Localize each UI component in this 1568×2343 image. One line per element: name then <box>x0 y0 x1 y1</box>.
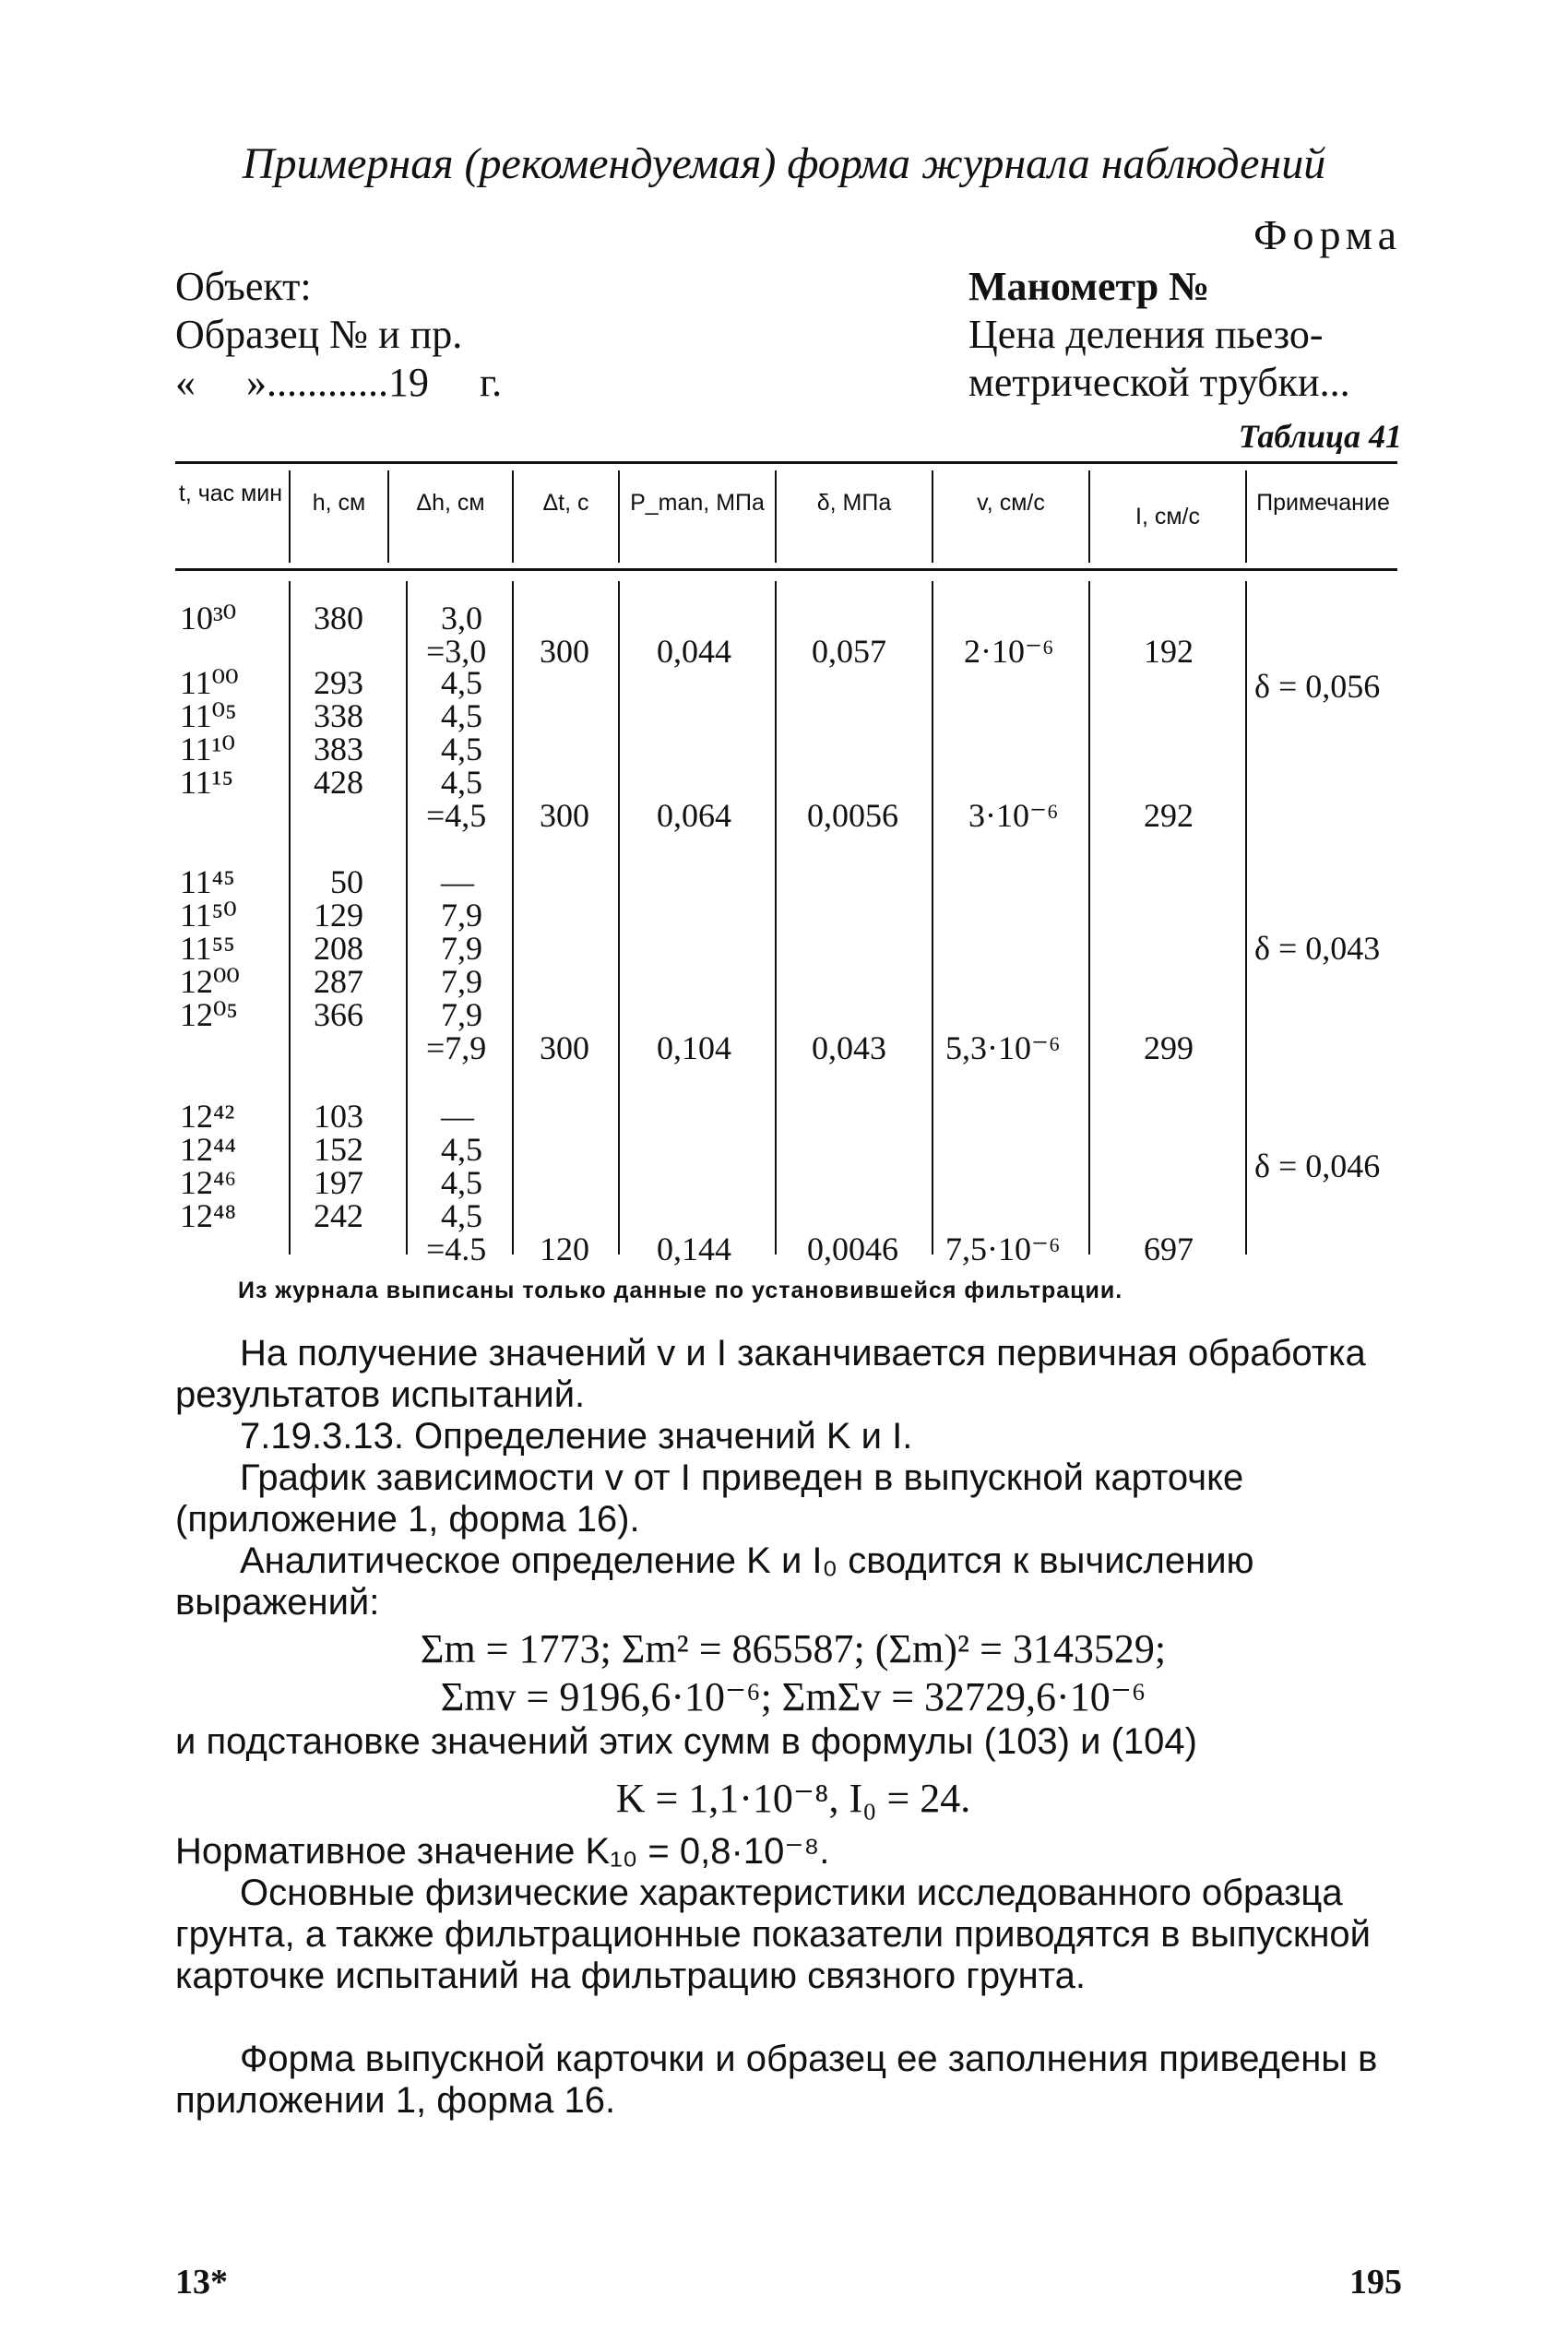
v-cell: 5,3·10⁻⁶ <box>945 1029 1061 1066</box>
col-sep <box>387 470 389 563</box>
col-sep <box>289 581 291 1255</box>
col-sep <box>932 581 933 1255</box>
dt-cell: 300 <box>540 797 589 834</box>
col-sep <box>618 470 620 563</box>
paragraph: и подстановке значений этих сумм в формулы (103) и (104) <box>175 1721 1197 1762</box>
object-label: Объект: <box>175 264 312 309</box>
col-sep <box>775 581 777 1255</box>
i-cell: 292 <box>1144 797 1194 834</box>
table-footnote: Из журнала выписаны только данные по установившейся фильтрации. <box>238 1278 1123 1303</box>
note-cell: δ = 0,043 <box>1254 930 1381 967</box>
v-cell: 2·10⁻⁶ <box>964 633 1054 670</box>
delta-cell: 0,043 <box>812 1029 886 1066</box>
note-cell: δ = 0,046 <box>1254 1148 1381 1184</box>
dh-cell: 7,9 <box>441 930 482 967</box>
dh-cell: 3,0 <box>441 600 482 636</box>
dh-cell: =7,9 <box>426 1029 487 1066</box>
paragraph: На получение значений v и I заканчивается первичная обработка результатов испытаний. <box>175 1333 1366 1415</box>
header-dh: Δh, см <box>416 490 485 516</box>
pman-cell: 0,104 <box>657 1029 731 1066</box>
h-cell: 287 <box>314 963 363 1000</box>
dh-cell: — <box>441 863 474 900</box>
h-cell: 50 <box>330 863 363 900</box>
col-sep <box>775 470 777 563</box>
page-title: Примерная (рекомендуемая) форма журнала наблюдений <box>242 139 1326 188</box>
paragraph: Основные физические характеристики исследованного образца грунта, а также фильтрационные показатели приводятся в выпускной карточке испытаний на фильтрацию связного грунта. <box>175 1873 1372 1996</box>
h-cell: 338 <box>314 697 363 734</box>
h-cell: 103 <box>314 1098 363 1135</box>
table-header-rule <box>175 568 1397 571</box>
delta-cell: 0,0046 <box>807 1231 898 1267</box>
h-cell: 383 <box>314 731 363 767</box>
header-i: I, см/с <box>1135 504 1200 529</box>
col-sep <box>1245 581 1247 1255</box>
dh-cell: 4,5 <box>441 1197 482 1234</box>
pman-cell: 0,064 <box>657 797 731 834</box>
forma-label: Форма <box>1253 211 1402 258</box>
h-cell: 152 <box>314 1131 363 1168</box>
time-cell: 11¹⁵ <box>180 764 234 801</box>
dh-cell: 7,9 <box>441 963 482 1000</box>
delta-cell: 0,0056 <box>807 797 898 834</box>
time-cell: 12⁴² <box>180 1098 235 1135</box>
col-sep <box>512 470 514 563</box>
header-delta: δ, МПа <box>816 490 892 516</box>
paragraph: 7.19.3.13. Определение значений K и I. <box>240 1416 913 1457</box>
time-cell: 11⁰⁵ <box>180 697 237 734</box>
formula: Σm = 1773; Σm² = 865587; (Σm)² = 3143529; <box>420 1626 1167 1671</box>
time-cell: 11¹⁰ <box>180 731 235 767</box>
dh-cell: 4,5 <box>441 697 482 734</box>
time-cell: 12⁴⁸ <box>180 1197 237 1234</box>
i-cell: 192 <box>1144 633 1194 670</box>
v-cell: 7,5·10⁻⁶ <box>945 1231 1061 1267</box>
col-sep <box>289 470 291 563</box>
formula: K = 1,1·10⁻⁸, I₀ = 24. <box>615 1776 971 1821</box>
header-v: v, см/с <box>977 490 1045 516</box>
h-cell: 197 <box>314 1164 363 1201</box>
sample-label: Образец № и пр. <box>175 312 463 357</box>
h-cell: 242 <box>314 1197 363 1234</box>
table-caption: Таблица 41 <box>1238 418 1402 455</box>
dh-cell: 4,5 <box>441 1164 482 1201</box>
i-cell: 299 <box>1144 1029 1194 1066</box>
h-cell: 208 <box>314 930 363 967</box>
dt-cell: 300 <box>540 633 589 670</box>
dh-cell: 4,5 <box>441 764 482 801</box>
header-h: h, см <box>312 490 366 516</box>
time-cell: 12⁴⁶ <box>180 1164 237 1201</box>
date-label: « »............19 г. <box>175 360 503 405</box>
col-sep <box>1088 581 1090 1255</box>
h-cell: 428 <box>314 764 363 801</box>
header-t: t, час мин <box>178 481 283 506</box>
time-cell: 11⁵⁰ <box>180 897 237 934</box>
dh-cell: =4,5 <box>426 797 487 834</box>
h-cell: 293 <box>314 664 363 701</box>
header-note: Примечание <box>1256 490 1390 516</box>
time-cell: 10³⁰ <box>180 600 237 636</box>
col-sep <box>932 470 933 563</box>
dh-cell: 7,9 <box>441 897 482 934</box>
h-cell: 366 <box>314 996 363 1033</box>
h-cell: 129 <box>314 897 363 934</box>
pman-cell: 0,044 <box>657 633 731 670</box>
dh-cell: 4,5 <box>441 664 482 701</box>
division-label-1: Цена деления пьезо- <box>968 312 1324 357</box>
header-dt: Δt, с <box>542 490 589 516</box>
pman-cell: 0,144 <box>657 1231 731 1267</box>
time-cell: 11⁵⁵ <box>180 930 235 967</box>
paragraph: Форма выпускной карточки и образец ее заполнения приведены в приложении 1, форма 16. <box>175 2039 1378 2121</box>
time-cell: 11⁴⁵ <box>180 863 235 900</box>
time-cell: 12⁰⁰ <box>180 963 240 1000</box>
dh-cell: =4.5 <box>426 1231 487 1267</box>
dh-cell: — <box>441 1098 474 1135</box>
time-cell: 12⁰⁵ <box>180 996 238 1033</box>
note-cell: δ = 0,056 <box>1254 668 1381 705</box>
dt-cell: 300 <box>540 1029 589 1066</box>
dh-cell: 7,9 <box>441 996 482 1033</box>
page-number: 195 <box>1349 2263 1402 2301</box>
division-label-2: метрической трубки... <box>968 360 1350 405</box>
manometer-label: Манометр № <box>968 264 1210 309</box>
table-top-rule <box>175 461 1397 464</box>
h-cell: 380 <box>314 600 363 636</box>
col-sep <box>618 581 620 1255</box>
time-cell: 12⁴⁴ <box>180 1131 237 1168</box>
dh-cell: 4,5 <box>441 1131 482 1168</box>
dh-cell: 4,5 <box>441 731 482 767</box>
paragraph: График зависимости v от I приведен в выпускной карточке (приложение 1, форма 16). <box>175 1457 1244 1540</box>
paragraph: Аналитическое определение K и I₀ сводится к вычислению выражений: <box>175 1540 1254 1623</box>
col-sep <box>406 581 408 1255</box>
i-cell: 697 <box>1144 1231 1194 1267</box>
dt-cell: 120 <box>540 1231 589 1267</box>
header-pman: P_man, МПа <box>630 490 765 516</box>
col-sep <box>512 581 514 1255</box>
formula: Σmv = 9196,6·10⁻⁶; ΣmΣv = 32729,6·10⁻⁶ <box>440 1674 1146 1719</box>
dh-cell: =3,0 <box>426 633 487 670</box>
paragraph: Нормативное значение K₁₀ = 0,8·10⁻⁸. <box>175 1831 830 1872</box>
time-cell: 11⁰⁰ <box>180 664 239 701</box>
delta-cell: 0,057 <box>812 633 886 670</box>
col-sep <box>1245 470 1247 563</box>
v-cell: 3·10⁻⁶ <box>968 797 1059 834</box>
signature-mark: 13* <box>175 2263 228 2301</box>
